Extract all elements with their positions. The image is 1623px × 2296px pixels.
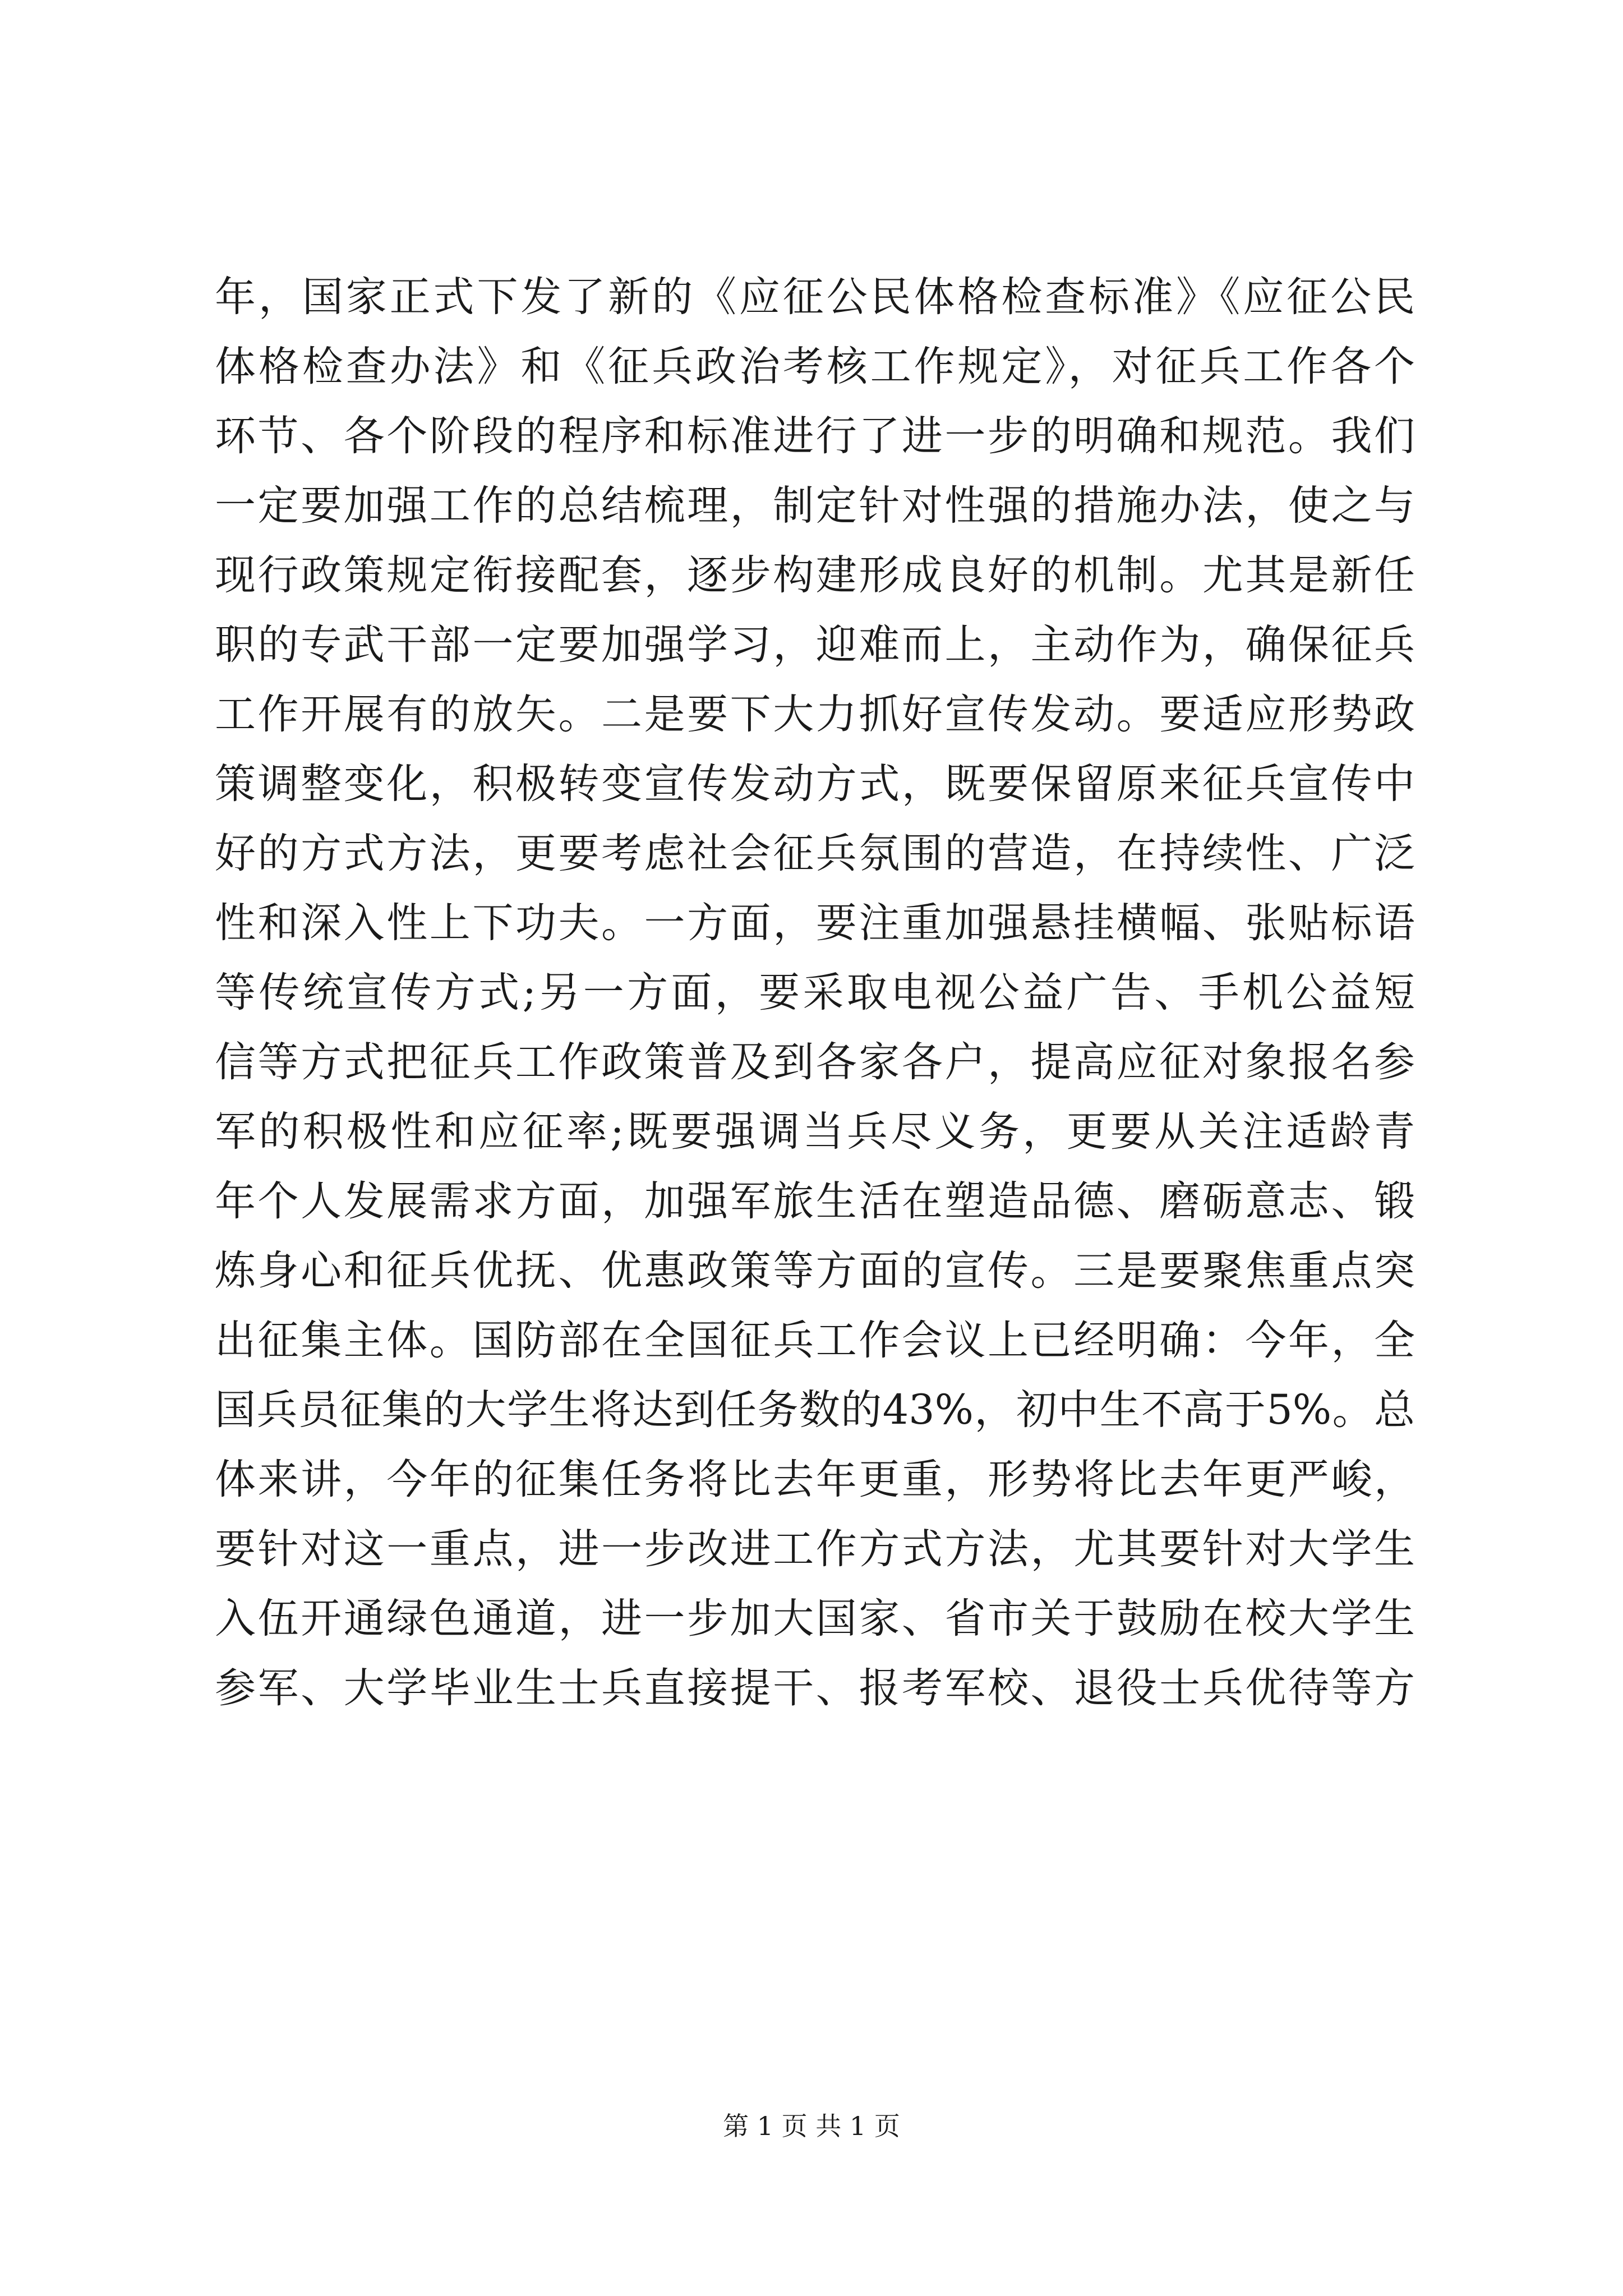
text-line: 环节、各个阶段的程序和标准进行了进一步的明确和规范。我们 (215, 412, 1415, 460)
text-line: 职的专武干部一定要加强学习，迎难而上，主动作为，确保征兵 (215, 621, 1415, 669)
page-footer (0, 2109, 1623, 2143)
text-line: 出征集主体。国防部在全国征兵工作会议上已经明确：今年，全 (215, 1317, 1415, 1364)
text-line: 一定要加强工作的总结梳理，制定针对性强的措施办法，使之与 (215, 482, 1415, 530)
text-line: 年个人发展需求方面，加强军旅生活在塑造品德、磨砺意志、锻 (215, 1177, 1415, 1225)
text-line: 策调整变化，积极转变宣传发动方式，既要保留原来征兵宣传中 (215, 760, 1415, 808)
text-line: 军的积极性和应征率;既要强调当兵尽义务，更要从关注适龄青 (215, 1108, 1415, 1156)
text-line: 国兵员征集的大学生将达到任务数的43%，初中生不高于5%。总 (215, 1386, 1415, 1434)
page-number-label: 第 1 页 共 1 页 (723, 2111, 900, 2141)
text-line: 工作开展有的放矢。二是要下大力抓好宣传发动。要适应形势政 (215, 691, 1415, 738)
text-line: 入伍开通绿色通道，进一步加大国家、省市关于鼓励在校大学生 (215, 1595, 1415, 1642)
text-line: 信等方式把征兵工作政策普及到各家各户，提高应征对象报名参 (215, 1038, 1415, 1086)
text-line: 好的方式方法，更要考虑社会征兵氛围的营造，在持续性、广泛 (215, 830, 1415, 877)
text-line: 年，国家正式下发了新的《应征公民体格检查标准》《应征公民 (215, 273, 1415, 321)
text-line: 要针对这一重点，进一步改进工作方式方法，尤其要针对大学生 (215, 1525, 1415, 1573)
text-line: 炼身心和征兵优抚、优惠政策等方面的宣传。三是要聚焦重点突 (215, 1247, 1415, 1295)
body-paragraph (215, 263, 1415, 1723)
text-line: 性和深入性上下功夫。一方面，要注重加强悬挂横幅、张贴标语 (215, 899, 1415, 947)
text-line: 体来讲，今年的征集任务将比去年更重，形势将比去年更严峻， (215, 1456, 1415, 1503)
text-line: 参军、大学毕业生士兵直接提干、报考军校、退役士兵优待等方 (215, 1664, 1415, 1712)
text-line: 体格检查办法》和《征兵政治考核工作规定》，对征兵工作各个 (215, 343, 1415, 390)
text-line: 等传统宣传方式;另一方面，要采取电视公益广告、手机公益短 (215, 969, 1415, 1016)
text-line: 现行政策规定衔接配套，逐步构建形成良好的机制。尤其是新任 (215, 551, 1415, 599)
